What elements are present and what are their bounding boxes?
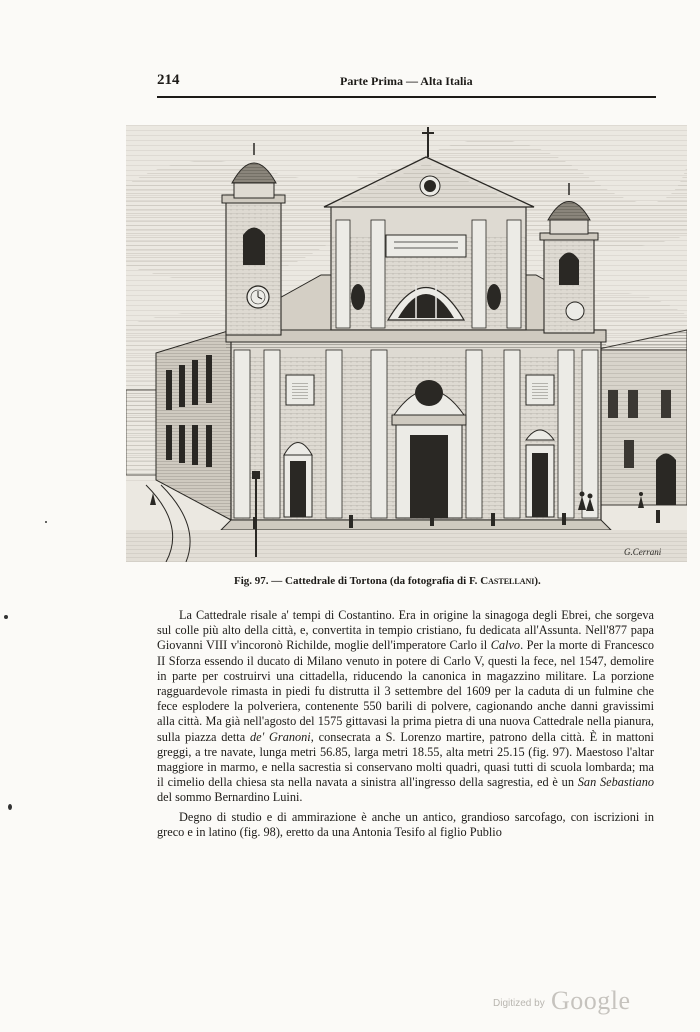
caption-prefix: Fig. 97. — Cattedrale di Tortona (da fotografia di F. [234,575,481,587]
caption-author: Castellani [480,575,535,587]
figure-caption [234,575,541,587]
page-number: 214 [157,72,180,88]
paragraph-2: Degno di studio e di ammirazione è anche un antico, grandioso sarcofago, con iscrizioni in greco e in latino (fig. 98), eretto da una Antonia Tesifo al figlio Publio [157,809,654,839]
engraver-signature: G.Cerrani [624,547,662,557]
margin-speck [4,615,8,619]
page-header [157,70,655,94]
body-text [157,608,654,840]
watermark-small: Digitized by [493,998,545,1009]
margin-speck [8,804,12,810]
caption-suffix: ). [534,575,541,587]
paragraph-1: La Cattedrale risale a' tempi di Costantino. Era in origine la sinagoga degli Ebrei, che sorgeva sul colle più alto della città, e, convertita in tempio cristiano, fu dedicata all'Assunta. Nell'877 papa Giovanni VIII v'incoronò Richilde, moglie dell'imperatore Carlo il Calvo. Per la morte di Francesco II Sforza essendo il ducato di Milano venuto in potere di Carlo V, questi la fece, nel 1547, demolire in parte per costruirvi una cittadella, riducendo la canonica in magazzino militare. La porzione ragguardevole rimasta in piedi fu distrutta il 3 settembre del 1609 per la caduta di un fulmine che fece esplodere la polveriera, contenente 550 barili di polvere, cagionando anche danni gravissimi alla città. Ma già nell'agosto del 1575 gittavasi la prima pietra di una nuova Cattedrale nella pianura, sulla piazza detta de' Granoni, consecrata a S. Lorenzo martire, patrono della città. È in mattoni greggi, a tre navate, lunga metri 56.85, larga metri 18.55, alta metri 25.15 (fig. 97). Maestoso l'altar maggiore in marmo, e nella sacrestia si conservano molti quadri, quasi tutti di scuola lombarda; ma il cimelio della chiesa sta nella navata a sinistra all'ingresso della sagrestia, ed è un San Sebastiano del sommo Bernardino Luini. [157,608,654,805]
margin-speck [45,521,47,523]
header-rule [157,96,656,98]
digitized-watermark [489,986,639,1020]
cathedral-engraving [126,125,687,562]
running-head: Parte Prima — Alta Italia [340,74,473,88]
google-logo: Google [551,986,631,1015]
